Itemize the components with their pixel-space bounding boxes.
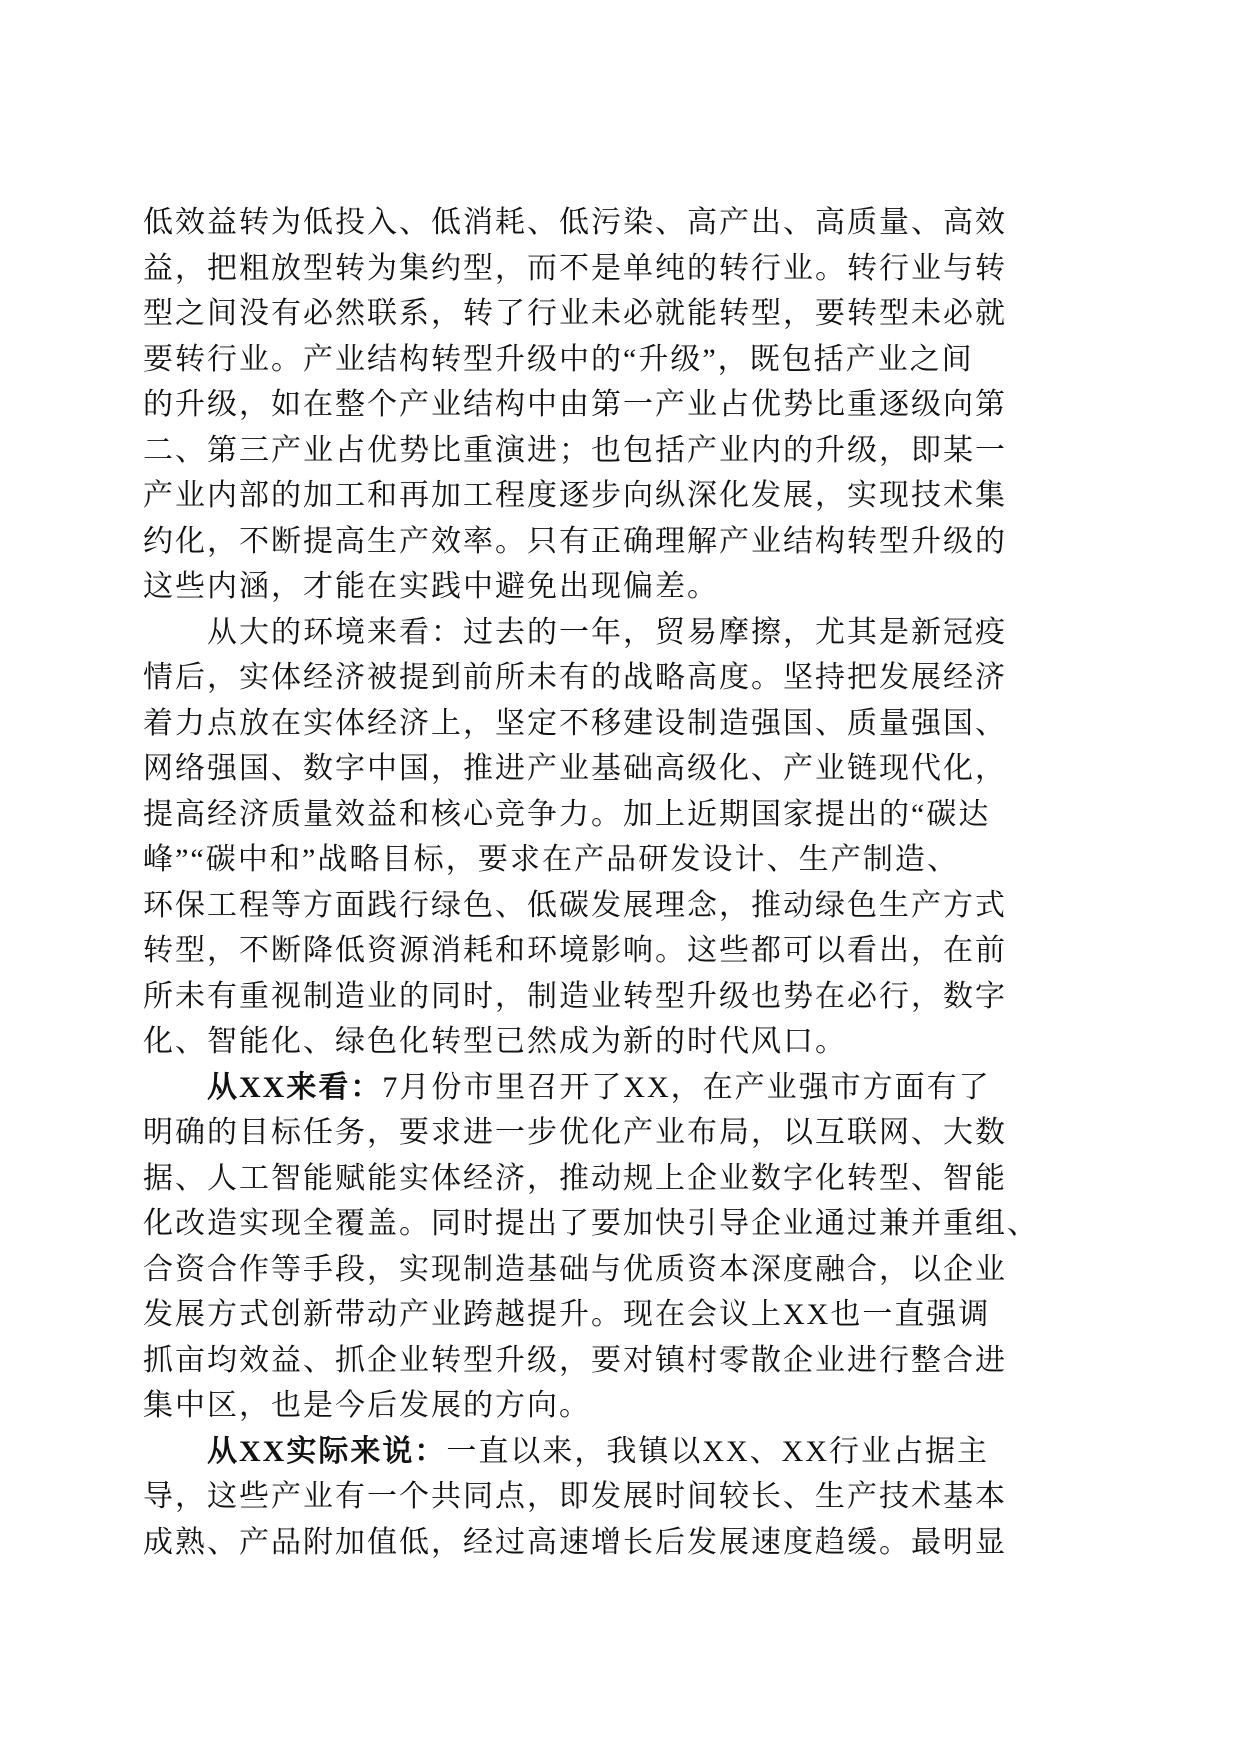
line-text: 成熟、产品附加值低，经过高速增长后发展速度趋缓。最明显: [143, 1525, 1007, 1559]
line-text: 这些内涵，才能在实践中避免出现偏差。: [143, 570, 719, 603]
text-line: [143, 564, 959, 610]
line-text: 从大的环境来看：过去的一年，贸易摩擦，尤其是新冠疫: [207, 615, 1007, 649]
text-line: [143, 1156, 1007, 1202]
paragraph-lead: 从XX实际来说：: [207, 1434, 447, 1468]
text-line: [143, 200, 1007, 246]
line-text: 峰”“碳中和”战略目标，要求在产品研发设计、生产制造、: [143, 843, 959, 876]
text-line: [143, 746, 1007, 792]
line-text: 约化，不断提高生产效率。只有正确理解产业结构转型升级的: [143, 524, 1007, 558]
text-line: [143, 519, 1007, 565]
text-line: [143, 1247, 1007, 1293]
text-line: [143, 928, 1007, 974]
text-line: [143, 337, 974, 383]
text-line: [143, 883, 1007, 929]
text-line: [143, 1429, 990, 1475]
text-line: [143, 974, 1007, 1020]
line-text: 提高经济质量效益和核心竞争力。加上近期国家提出的“碳达: [143, 797, 991, 831]
line-text: 化、智能化、绿色化转型已然成为新的时代风口。: [143, 1025, 847, 1058]
line-text: 导，这些产业有一个共同点，即发展时间较长、生产技术基本: [143, 1480, 1007, 1513]
text-line: [143, 1201, 1039, 1247]
text-line: [143, 1019, 959, 1065]
document-page: [143, 200, 1039, 1565]
text-line: [143, 1383, 959, 1429]
line-text: 型之间没有必然联系，转了行业未必就能转型，要转型未必就: [143, 297, 1007, 330]
line-text: 网络强国、数字中国，推进产业基础高级化、产业链现代化，: [143, 752, 1007, 785]
line-text: 7月份市里召开了XX，在产业强市方面有了: [382, 1070, 991, 1104]
text-line: [143, 1110, 1007, 1156]
line-text: 集中区，也是今后发展的方向。: [143, 1389, 591, 1422]
line-text: 转型，不断降低资源消耗和环境影响。这些都可以看出，在前: [143, 934, 1007, 967]
line-text: 一直以来，我镇以XX、XX行业占据主: [446, 1434, 990, 1468]
line-text: 发展方式创新带动产业跨越提升。现在会议上XX也一直强调: [143, 1298, 991, 1331]
line-text: 产业内部的加工和再加工程度逐步向纵深化发展，实现技术集: [143, 479, 1007, 512]
paragraph-lead: 从XX来看：: [207, 1070, 383, 1104]
paragraph: [143, 610, 1007, 1065]
line-text: 所未有重视制造业的同时，制造业转型升级也势在必行，数字: [143, 979, 1007, 1013]
text-line: [143, 246, 1007, 292]
text-line: [143, 382, 1007, 428]
line-text: 着力点放在实体经济上，坚定不移建设制造强国、质量强国、: [143, 706, 1007, 740]
text-line: [143, 428, 1007, 474]
line-text: 合资合作等手段，实现制造基础与优质资本深度融合，以企业: [143, 1252, 1007, 1286]
line-text: 据、人工智能赋能实体经济，推动规上企业数字化转型、智能: [143, 1161, 1007, 1195]
text-line: [143, 792, 991, 838]
paragraph: [143, 1429, 1007, 1566]
paragraph: [143, 1065, 1039, 1429]
line-text: 二、第三产业占优势比重演进；也包括产业内的升级，即某一: [143, 433, 1007, 467]
text-line: [143, 1520, 1007, 1566]
line-text: 益，把粗放型转为集约型，而不是单纯的转行业。转行业与转: [143, 251, 1007, 285]
text-line: [143, 610, 1007, 656]
line-text: 化改造实现全覆盖。同时提出了要加快引导企业通过兼并重组、: [143, 1207, 1039, 1240]
text-line: [143, 291, 1007, 337]
text-line: [143, 837, 959, 883]
text-line: [143, 1338, 1007, 1384]
line-text: 明确的目标任务，要求进一步优化产业布局，以互联网、大数: [143, 1116, 1007, 1149]
line-text: 要转行业。产业结构转型升级中的“升级”，既包括产业之间: [143, 342, 974, 376]
line-text: 低效益转为低投入、低消耗、低污染、高产出、高质量、高效: [143, 206, 1007, 239]
text-line: [143, 701, 1007, 747]
paragraph: [143, 200, 1007, 610]
text-line: [143, 1065, 991, 1111]
line-text: 抓亩均效益、抓企业转型升级，要对镇村零散企业进行整合进: [143, 1343, 1007, 1377]
text-line: [143, 655, 1007, 701]
text-line: [143, 1474, 1007, 1520]
line-text: 的升级，如在整个产业结构中由第一产业占优势比重逐级向第: [143, 388, 1007, 421]
text-line: [143, 473, 1007, 519]
text-line: [143, 1292, 991, 1338]
line-text: 环保工程等方面践行绿色、低碳发展理念，推动绿色生产方式: [143, 888, 1007, 922]
line-text: 情后，实体经济被提到前所未有的战略高度。坚持把发展经济: [143, 661, 1007, 694]
